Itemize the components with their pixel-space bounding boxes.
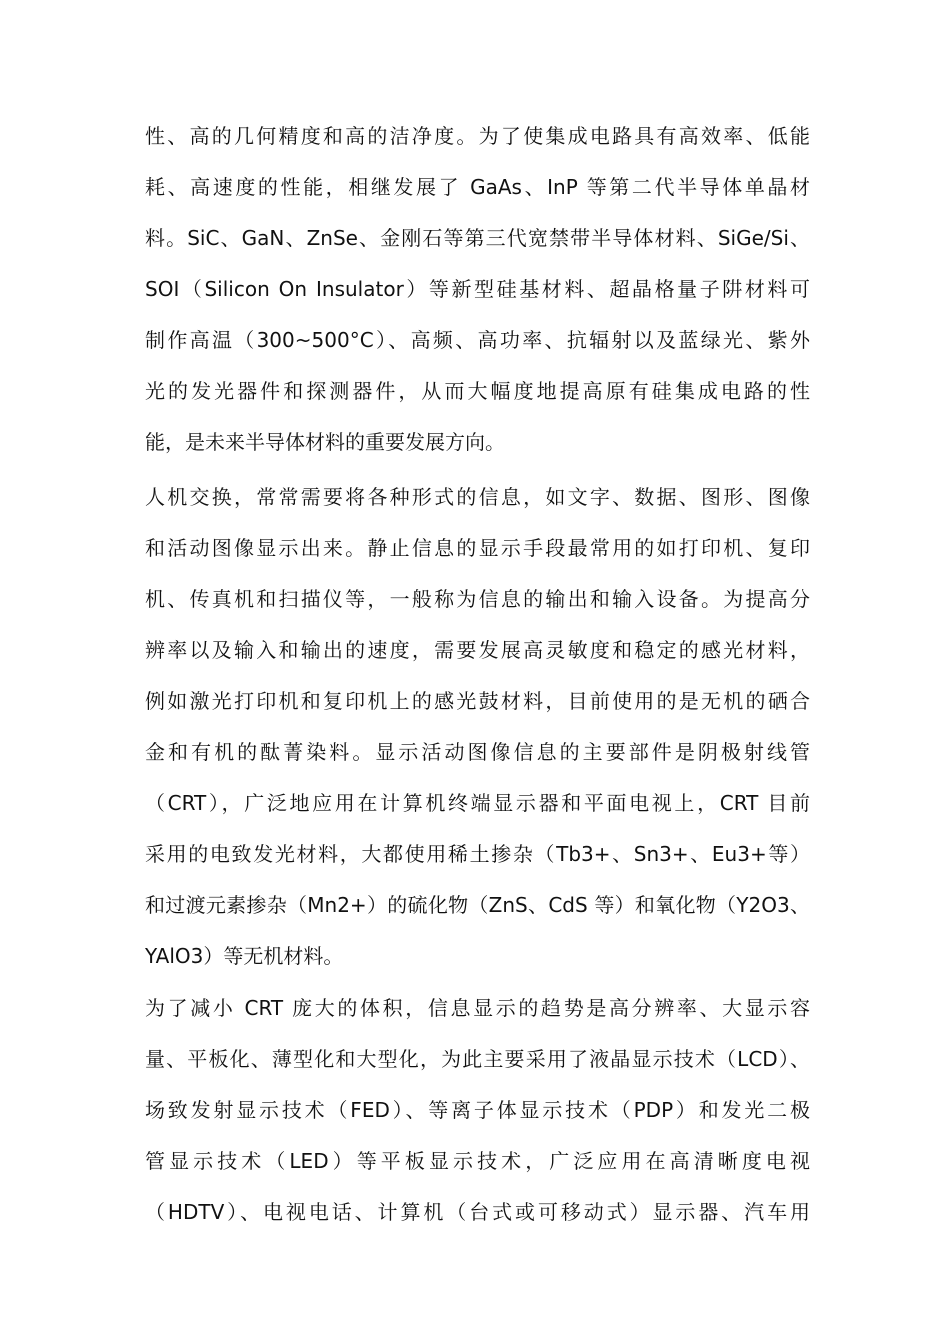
text-line: 和过渡元素掺杂（Mn2+）的硫化物（ZnS、CdS 等）和氧化物（Y2O3、 xyxy=(145,893,810,917)
text-line: 量、平板化、薄型化和大型化，为此主要采用了液晶显示技术（LCD）、 xyxy=(145,1047,810,1071)
paragraph-flat-panel-display xyxy=(145,983,810,1238)
text-line: 机、传真机和扫描仪等，一般称为信息的输出和输入设备。为提高分 xyxy=(145,587,810,611)
text-line: 采用的电致发光材料，大都使用稀土掺杂（Tb3+、Sn3+、Eu3+等） xyxy=(145,842,810,866)
text-line: 料。SiC、GaN、ZnSe、金刚石等第三代宽禁带半导体材料、SiGe/Si、 xyxy=(145,226,810,250)
text-line: SOI（Silicon On Insulator）等新型硅基材料、超晶格量子阱材料可 xyxy=(145,277,810,301)
text-line: 管显示技术（LED）等平板显示技术，广泛应用在高清晰度电视 xyxy=(145,1149,810,1173)
text-line: 制作高温（300~500°C）、高频、高功率、抗辐射以及蓝绿光、紫外 xyxy=(145,328,810,352)
text-line: YAlO3）等无机材料。 xyxy=(145,944,344,968)
text-line: 能，是未来半导体材料的重要发展方向。 xyxy=(145,430,505,454)
text-line: 和活动图像显示出来。静止信息的显示手段最常用的如打印机、复印 xyxy=(145,536,810,560)
text-line: 光的发光器件和探测器件，从而大幅度地提高原有硅集成电路的性 xyxy=(145,379,810,403)
text-line: （HDTV）、电视电话、计算机（台式或可移动式）显示器、汽车用 xyxy=(145,1200,810,1224)
text-line: 辨率以及输入和输出的速度，需要发展高灵敏度和稳定的感光材料， xyxy=(145,638,810,662)
text-line: 性、高的几何精度和高的洁净度。为了使集成电路具有高效率、低能 xyxy=(145,124,810,148)
text-line: 耗、高速度的性能，相继发展了 GaAs、InP 等第二代半导体单晶材 xyxy=(145,175,810,199)
text-line: 金和有机的酞菁染料。显示活动图像信息的主要部件是阴极射线管 xyxy=(145,740,810,764)
paragraph-semiconductor-materials xyxy=(145,111,810,468)
text-line: 场致发射显示技术（FED）、等离子体显示技术（PDP）和发光二极 xyxy=(145,1098,810,1122)
text-line: （CRT），广泛地应用在计算机终端显示器和平面电视上，CRT 目前 xyxy=(145,791,810,815)
paragraph-information-display xyxy=(145,472,810,982)
text-line: 例如激光打印机和复印机上的感光鼓材料，目前使用的是无机的硒合 xyxy=(145,689,810,713)
text-line: 人机交换，常常需要将各种形式的信息，如文字、数据、图形、图像 xyxy=(145,485,810,509)
text-line: 为了减小 CRT 庞大的体积，信息显示的趋势是高分辨率、大显示容 xyxy=(145,996,810,1020)
